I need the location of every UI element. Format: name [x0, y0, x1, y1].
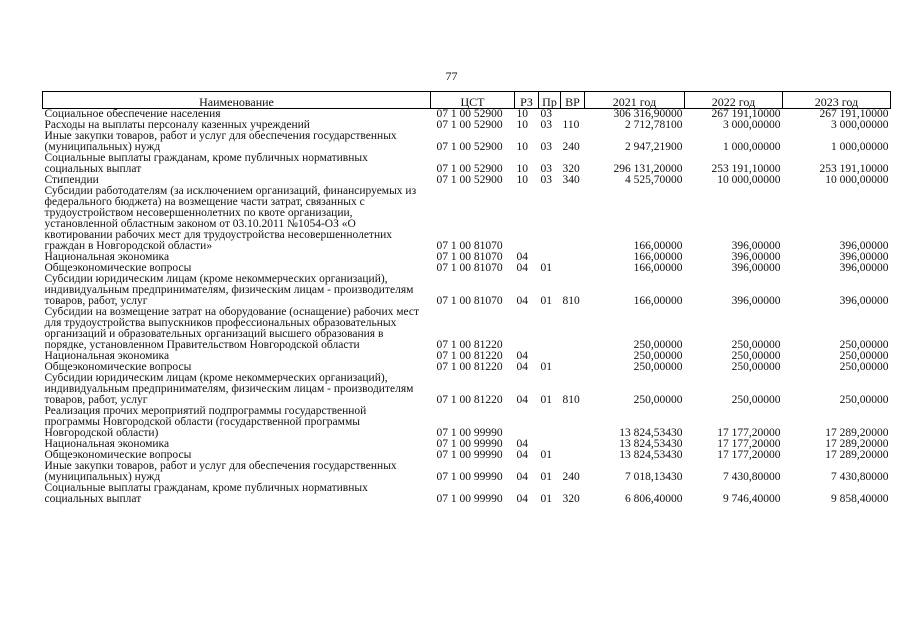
cell-2022: 9 746,40000 [723, 493, 781, 505]
header-2021: 2021 год [585, 92, 685, 109]
cell-name: Национальная экономика [44, 350, 170, 362]
cell-2023: 1 000,00000 [831, 141, 889, 153]
cell-2022: 396,00000 [731, 251, 781, 263]
cell-vr [561, 252, 585, 263]
cell-cst: 07 1 00 52900 [436, 108, 503, 120]
cell-name: Стипендии [44, 174, 99, 186]
cell-rz: 04 [516, 350, 528, 362]
cell-cst: 07 1 00 81220 [436, 361, 503, 373]
cell-2023: 250,00000 [839, 350, 889, 362]
cell-rz: 04 [516, 471, 528, 483]
cell-vr [561, 263, 585, 274]
table-row [43, 461, 891, 483]
cell-rz: 04 [516, 262, 528, 274]
cell-pr: 01 [540, 295, 552, 307]
header-pr: Пр [539, 92, 561, 109]
cell-2022: 17 177,20000 [717, 427, 781, 439]
cell-2023: 250,00000 [839, 361, 889, 373]
cell-vr: 110 [562, 119, 580, 131]
cell-vr [561, 307, 585, 351]
cell-pr: 03 [540, 174, 552, 186]
cell-vr: 320 [562, 493, 580, 505]
cell-rz: 10 [516, 108, 528, 120]
cell-2021: 166,00000 [633, 295, 683, 307]
table-row [43, 406, 891, 439]
cell-rz [515, 186, 539, 252]
cell-2021: 7 018,13430 [625, 471, 683, 483]
cell-2023: 250,00000 [839, 339, 889, 351]
cell-vr: 320 [562, 163, 580, 175]
cell-cst: 07 1 00 81220 [436, 339, 503, 351]
cell-2023: 396,00000 [839, 262, 889, 274]
cell-2022: 17 177,20000 [717, 449, 781, 461]
cell-2021: 250,00000 [633, 394, 683, 406]
cell-pr: 01 [540, 262, 552, 274]
cell-vr [561, 450, 585, 461]
cell-name: Субсидии юридическим лицам (кроме некоммерческих организаций), индивидуальным предпринимателям, физическим лицам - производителям товаров, работ, услуг [44, 273, 414, 307]
cell-rz [515, 307, 539, 351]
cell-2023: 396,00000 [839, 240, 889, 252]
cell-rz: 04 [516, 438, 528, 450]
cell-cst: 07 1 00 52900 [436, 174, 503, 186]
cell-cst: 07 1 00 99990 [436, 471, 503, 483]
cell-rz: 04 [516, 449, 528, 461]
cell-2022: 7 430,80000 [723, 471, 781, 483]
cell-2023: 9 858,40000 [831, 493, 889, 505]
cell-2022: 267 191,10000 [711, 108, 781, 120]
cell-2022: 250,00000 [731, 361, 781, 373]
cell-vr [561, 351, 585, 362]
table-row [43, 153, 891, 175]
header-vr: ВР [561, 92, 585, 109]
cell-2022: 396,00000 [731, 240, 781, 252]
cell-2021: 13 824,53430 [619, 438, 683, 450]
cell-2022: 3 000,00000 [723, 119, 781, 131]
cell-2023: 17 289,20000 [825, 449, 889, 461]
cell-2023: 10 000,00000 [825, 174, 889, 186]
cell-2021: 6 806,40000 [625, 493, 683, 505]
cell-vr [561, 439, 585, 450]
cell-name: Расходы на выплаты персоналу казенных учреждений [44, 119, 310, 131]
cell-2023: 253 191,10000 [819, 163, 889, 175]
table-row [43, 483, 891, 505]
cell-cst: 07 1 00 81070 [436, 295, 503, 307]
cell-cst: 07 1 00 52900 [436, 141, 503, 153]
cell-name: Общеэкономические вопросы [44, 262, 192, 274]
cell-pr: 03 [540, 141, 552, 153]
cell-2023: 17 289,20000 [825, 427, 889, 439]
cell-2022: 1 000,00000 [723, 141, 781, 153]
cell-pr [539, 406, 561, 439]
cell-cst: 07 1 00 81070 [436, 240, 503, 252]
cell-cst: 07 1 00 81070 [436, 262, 503, 274]
header-rz: РЗ [515, 92, 539, 109]
cell-name: Национальная экономика [44, 438, 170, 450]
cell-rz: 04 [516, 394, 528, 406]
cell-rz: 10 [516, 163, 528, 175]
cell-name: Социальные выплаты гражданам, кроме публичных нормативных социальных выплат [44, 482, 368, 505]
cell-pr [539, 186, 561, 252]
cell-cst: 07 1 00 52900 [436, 119, 503, 131]
cell-2023: 396,00000 [839, 295, 889, 307]
cell-2022: 10 000,00000 [717, 174, 781, 186]
cell-2021: 166,00000 [633, 262, 683, 274]
cell-pr: 01 [540, 471, 552, 483]
header-2022: 2022 год [685, 92, 783, 109]
header-2023: 2023 год [783, 92, 891, 109]
cell-rz: 10 [516, 119, 528, 131]
budget-table [42, 91, 891, 505]
table-row [43, 131, 891, 153]
cell-vr: 810 [562, 394, 580, 406]
cell-2022: 250,00000 [731, 350, 781, 362]
cell-pr [539, 307, 561, 351]
cell-name: Иные закупки товаров, работ и услуг для обеспечения государственных (муниципальных) нужд [44, 130, 397, 153]
cell-rz: 10 [516, 141, 528, 153]
cell-name: Субсидии на возмещение затрат на оборудование (оснащение) рабочих мест для трудоустройства выпускников профессиональных образовательных организаций и образовательных организаций высшего образования в порядке, установленном Правительством Новгородской области [44, 306, 420, 351]
cell-pr: 03 [540, 119, 552, 131]
cell-2022: 17 177,20000 [717, 438, 781, 450]
cell-name: Социальное обеспечение населения [44, 108, 221, 120]
cell-vr: 810 [562, 295, 580, 307]
cell-pr: 01 [540, 449, 552, 461]
cell-pr: 01 [540, 493, 552, 505]
cell-2021: 166,00000 [633, 240, 683, 252]
cell-cst: 07 1 00 81220 [436, 394, 503, 406]
cell-2021: 13 824,53430 [619, 427, 683, 439]
cell-2022: 250,00000 [731, 394, 781, 406]
cell-2021: 306 316,90000 [613, 108, 683, 120]
cell-rz: 04 [516, 251, 528, 263]
cell-2021: 2 712,78100 [625, 119, 683, 131]
table-row [43, 373, 891, 406]
cell-name: Субсидии работодателям (за исключением организаций, финансируемых из федерального бюджета) на возмещение части затрат, связанных с трудоустройством несовершеннолетних по квоте организации, установленной областным законом от 03.10.2011 №1054-ОЗ «О квотировании рабочих мест для трудоустройства несовершеннолетних граждан в Новгородской области» [44, 185, 417, 252]
cell-name: Социальные выплаты гражданам, кроме публичных нормативных социальных выплат [44, 152, 368, 175]
cell-name: Реализация прочих мероприятий подпрограммы государственной программы Новгородской области (государственной программы Новгородской области) [44, 405, 367, 439]
cell-vr: 340 [562, 174, 580, 186]
cell-pr: 03 [540, 163, 552, 175]
cell-2022: 396,00000 [731, 262, 781, 274]
cell-rz: 10 [516, 174, 528, 186]
cell-vr: 240 [562, 141, 580, 153]
table-row [43, 274, 891, 307]
cell-pr: 03 [540, 108, 552, 120]
cell-2021: 250,00000 [633, 361, 683, 373]
cell-2021: 166,00000 [633, 251, 683, 263]
header-name: Наименование [43, 92, 431, 109]
cell-name: Иные закупки товаров, работ и услуг для обеспечения государственных (муниципальных) нужд [44, 460, 397, 483]
cell-rz: 04 [516, 493, 528, 505]
header-cst: ЦСТ [431, 92, 515, 109]
cell-2023: 17 289,20000 [825, 438, 889, 450]
cell-name: Национальная экономика [44, 251, 170, 263]
cell-2023: 396,00000 [839, 251, 889, 263]
table-row [43, 186, 891, 252]
cell-rz: 04 [516, 295, 528, 307]
cell-cst: 07 1 00 99990 [436, 427, 503, 439]
cell-cst: 07 1 00 99990 [436, 449, 503, 461]
cell-2023: 250,00000 [839, 394, 889, 406]
table-header-row [43, 92, 891, 109]
cell-name: Субсидии юридическим лицам (кроме некоммерческих организаций), индивидуальным предпринимателям, физическим лицам - производителям товаров, работ, услуг [44, 372, 414, 406]
cell-rz [515, 406, 539, 439]
cell-cst: 07 1 00 52900 [436, 163, 503, 175]
cell-2023: 7 430,80000 [831, 471, 889, 483]
cell-name: Общеэкономические вопросы [44, 361, 192, 373]
cell-2022: 253 191,10000 [711, 163, 781, 175]
table-row [43, 307, 891, 351]
cell-2023: 3 000,00000 [831, 119, 889, 131]
cell-2021: 250,00000 [633, 350, 683, 362]
cell-vr [561, 362, 585, 373]
cell-2022: 396,00000 [731, 295, 781, 307]
cell-rz: 04 [516, 361, 528, 373]
cell-2021: 250,00000 [633, 339, 683, 351]
cell-name: Общеэкономические вопросы [44, 449, 192, 461]
cell-2022: 250,00000 [731, 339, 781, 351]
cell-cst: 07 1 00 99990 [436, 438, 503, 450]
cell-2021: 4 525,70000 [625, 174, 683, 186]
cell-2021: 13 824,53430 [619, 449, 683, 461]
cell-2021: 296 131,20000 [613, 163, 683, 175]
cell-cst: 07 1 00 99990 [436, 493, 503, 505]
cell-vr: 240 [562, 471, 580, 483]
cell-vr [561, 406, 585, 439]
cell-pr: 01 [540, 361, 552, 373]
cell-cst: 07 1 00 81220 [436, 350, 503, 362]
cell-2023: 267 191,10000 [819, 108, 889, 120]
cell-pr: 01 [540, 394, 552, 406]
page-number: 77 [445, 69, 458, 83]
cell-2021: 2 947,21900 [625, 141, 683, 153]
cell-vr [561, 186, 585, 252]
cell-cst: 07 1 00 81070 [436, 251, 503, 263]
